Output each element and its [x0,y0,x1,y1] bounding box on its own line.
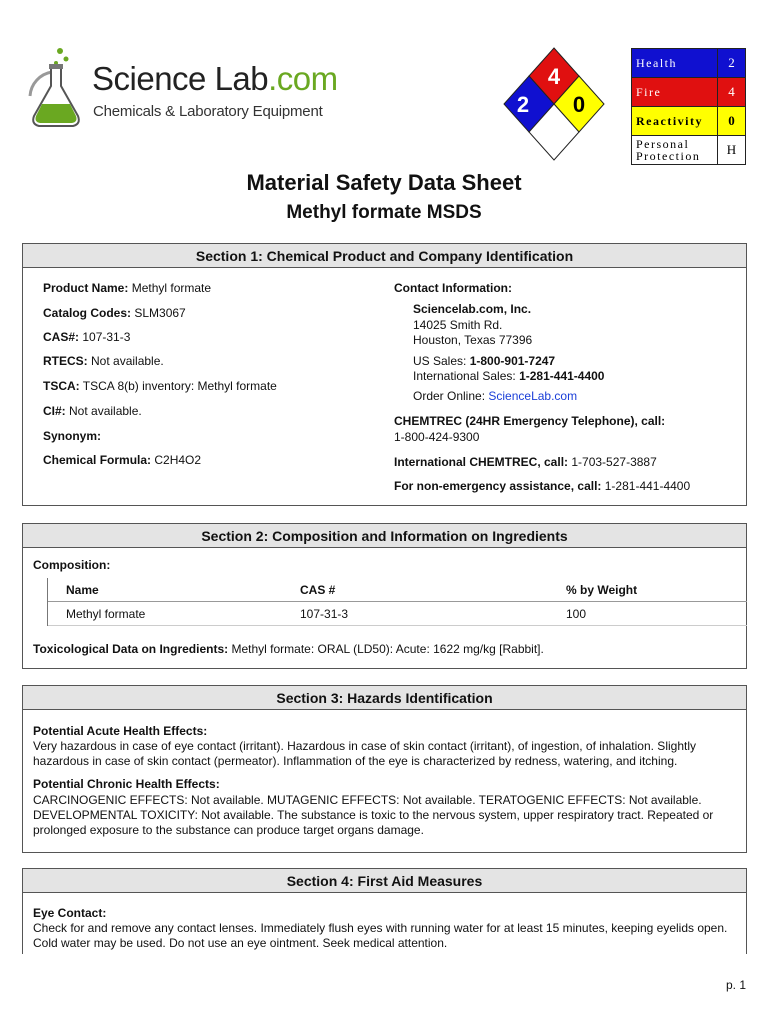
international-sales: International Sales: 1-281-441-4400 [413,369,605,383]
chemtrec-label: CHEMTREC (24HR Emergency Telephone), call: [394,414,666,428]
section-2-heading: Section 2: Composition and Information on Ingredients [23,524,746,548]
section-4 [22,868,747,954]
hazard-rating-table [631,48,746,165]
health-value: 2 [718,49,746,78]
table-row [48,602,747,626]
document-title: Material Safety Data Sheet [246,170,522,195]
section-2 [22,523,747,669]
acute-effects-text: Very hazardous in case of eye contact (irritant). Hazardous in case of skin contact (irritant), of ingestion, of inhalation. Slightly hazardous in case of skin contact (permeator). Inflammation of the eye is characterized by redness, watering, and itching. [33,739,696,768]
column-header: Name [66,583,99,597]
rtecs: RTECS: Not available. [43,354,164,368]
nfpa-reactivity-value: 0 [572,92,586,117]
brand-name: Science Lab.com [92,60,338,97]
table-cell: 107-31-3 [300,607,349,621]
fire-value: 4 [718,78,746,107]
protection-label: Personal Protection [632,136,718,165]
address-line-1: 14025 Smith Rd. [413,318,503,332]
tsca: TSCA: TSCA 8(b) inventory: Methyl formate [43,379,277,393]
nfpa-diamond [499,46,609,164]
composition-table [47,578,747,626]
sciencelab-logo [20,46,338,136]
section-1 [22,243,747,506]
table-cell: Methyl formate [66,607,146,621]
toxicological-data: Toxicological Data on Ingredients: Methyl formate: ORAL (LD50): Acute: 1622 mg/kg [Rabbit]. [33,642,544,656]
composition-label: Composition: [33,558,111,572]
hazard-row-protection [632,136,746,165]
hazard-row-health [632,49,746,78]
section-3-heading: Section 3: Hazards Identification [23,686,746,710]
chemical-formula: Chemical Formula: C2H4O2 [43,453,202,467]
intl-chemtrec: International CHEMTREC, call: 1-703-527-3887 [394,455,657,469]
column-header: CAS # [300,583,336,597]
section-3 [22,685,747,853]
health-label: Health [632,49,718,78]
order-online: Order Online: ScienceLab.com [413,389,578,403]
document-subtitle: Methyl formate MSDS [286,202,482,223]
column-header: % by Weight [566,583,638,597]
table-cell: 100 [566,607,587,621]
ci-number: CI#: Not available. [43,404,142,418]
chemtrec-phone: 1-800-424-9300 [394,430,480,444]
synonym: Synonym: [43,429,102,443]
hazard-row-reactivity [632,107,746,136]
contact-information-label: Contact Information: [394,281,512,295]
section-1-heading: Section 1: Chemical Product and Company Identification [23,244,746,268]
fire-label: Fire [632,78,718,107]
chronic-effects-text: CARCINOGENIC EFFECTS: Not available. MUTAGENIC EFFECTS: Not available. TERATOGENIC EFFECTS: Not available. DEVELOPMENTAL TOXICITY: Not available. The substance is toxic to the nervous system, upper respiratory tract. Repeated or prolonged exposure to the substance can produce target organs damage. [33,793,714,837]
chronic-effects-label: Potential Chronic Health Effects: [33,777,220,791]
address-line-2: Houston, Texas 77396 [413,333,533,347]
reactivity-label: Reactivity [632,107,718,136]
page-number: p. 1 [725,978,746,992]
sciencelab-link[interactable]: ScienceLab.com [488,389,578,403]
product-name: Product Name: Methyl formate [43,281,212,295]
hazard-row-fire [632,78,746,107]
us-sales: US Sales: 1-800-901-7247 [413,354,556,368]
acute-effects-label: Potential Acute Health Effects: [33,724,208,738]
flask-icon [20,46,92,136]
eye-contact-label: Eye Contact: [33,906,107,920]
brand-tagline: Chemicals & Laboratory Equipment [93,103,323,120]
eye-contact-text: Check for and remove any contact lenses. Immediately flush eyes with running water for at least 15 minutes, keeping eyelids open. Cold water may be used. Do not use an eye ointment. Seek medical attention. [33,921,728,950]
nfpa-health-value: 2 [516,92,530,117]
table-header-row [48,578,747,602]
catalog-codes: Catalog Codes: SLM3067 [43,306,186,320]
protection-value: H [718,136,746,165]
reactivity-value: 0 [718,107,746,136]
nfpa-fire-value: 4 [547,64,561,89]
cas-number: CAS#: 107-31-3 [43,330,131,344]
section-4-heading: Section 4: First Aid Measures [23,869,746,893]
company-name: Sciencelab.com, Inc. [413,302,532,316]
non-emergency: For non-emergency assistance, call: 1-281-441-4400 [394,479,691,493]
